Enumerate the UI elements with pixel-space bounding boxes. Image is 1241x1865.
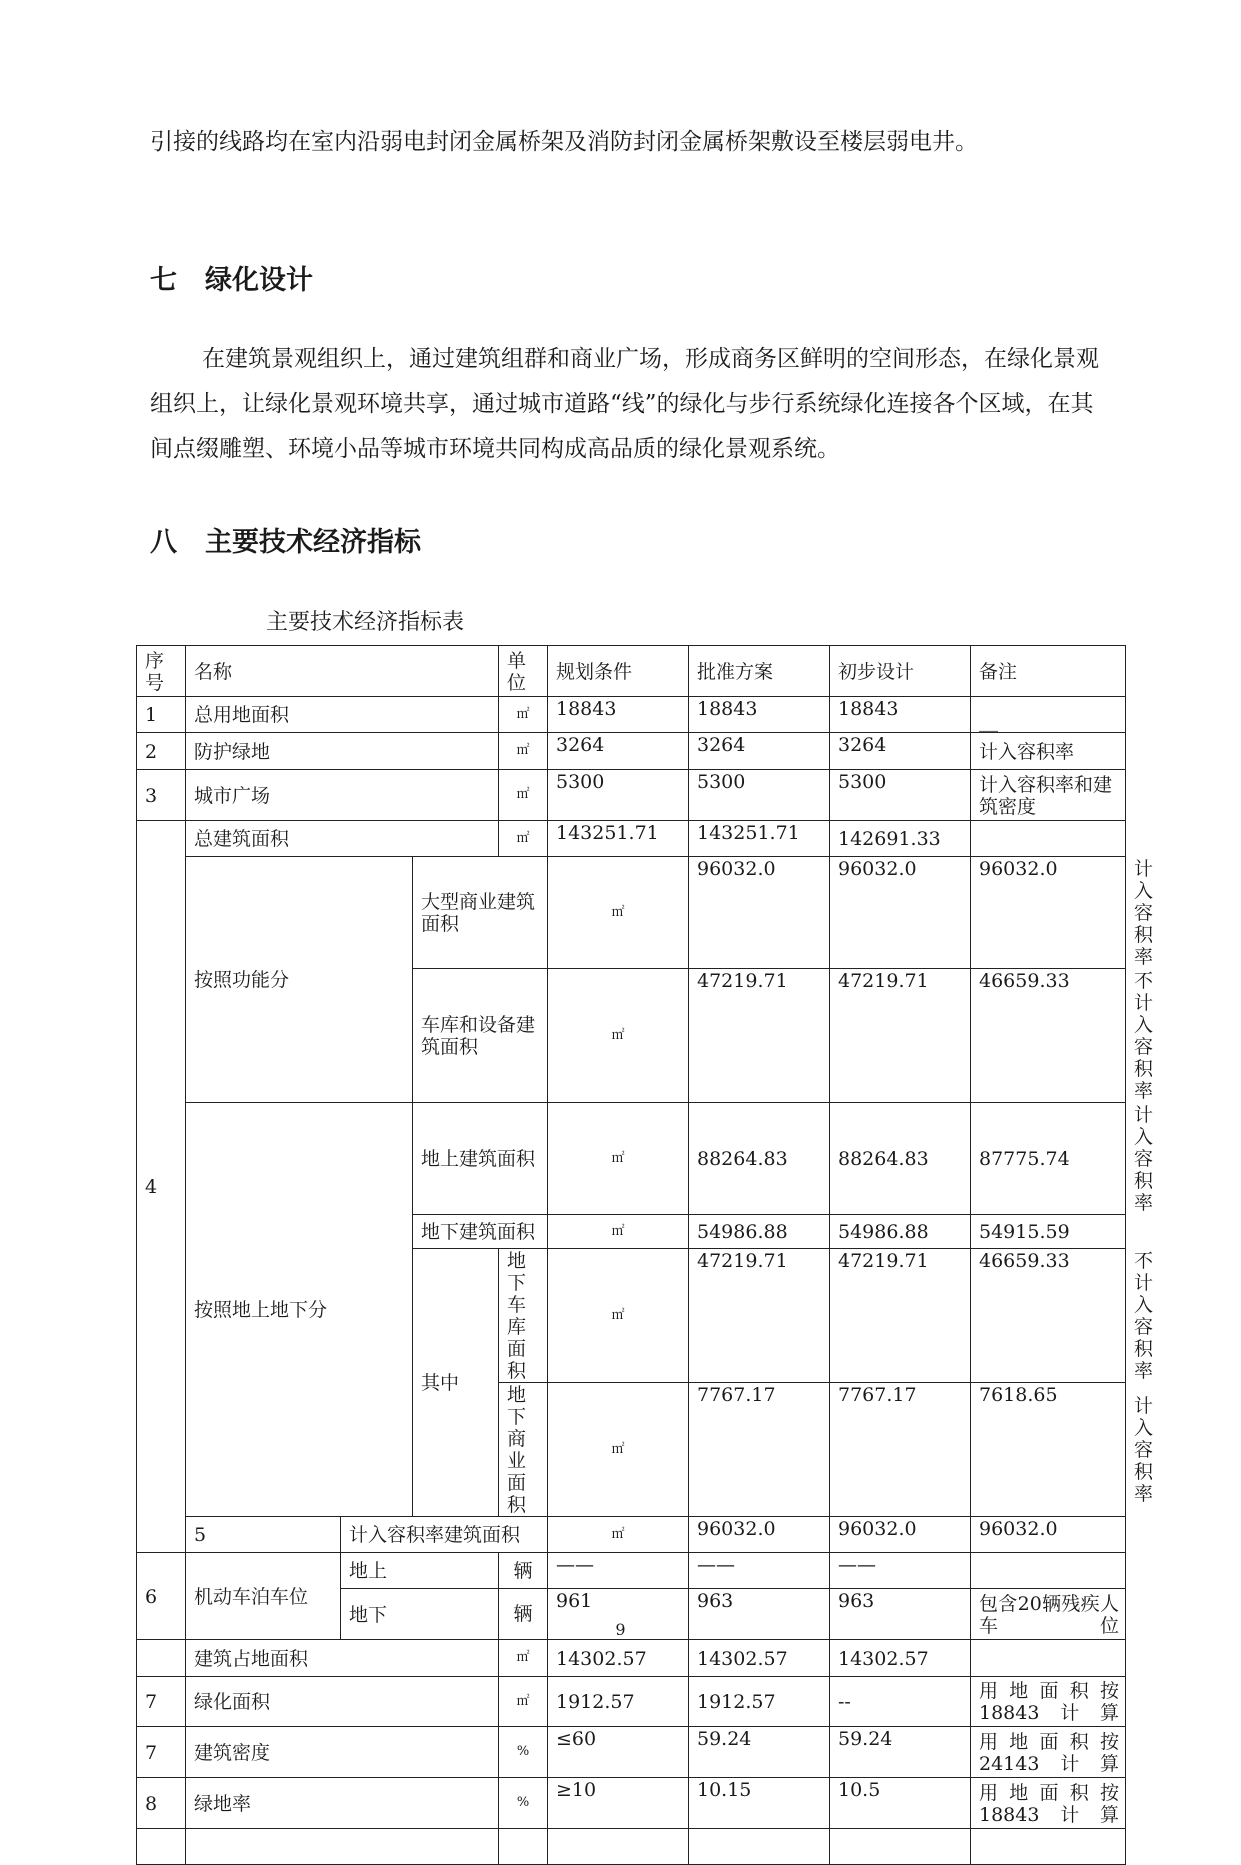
row-unit: % [499,1727,548,1778]
row-plan: 96032.0 [689,1517,830,1553]
row-plan: 88264.83 [689,1103,830,1215]
row-plan: 3264 [548,733,689,770]
row-name: 车库和设备建筑面积 [413,969,548,1103]
table-row [137,1517,1126,1553]
empty-cell [499,1829,548,1865]
row-approved: —— [689,1553,830,1589]
row-unit: ㎡ [499,697,548,733]
row-design: 5300 [830,770,971,821]
table-row [137,697,1126,733]
row-seq: 1 [137,697,186,733]
row-seq: 5 [186,1517,341,1553]
row-note: 计入容积率和建筑密度 [971,770,1126,821]
empty-cell [548,1829,689,1865]
row-seq: 7 [137,1677,186,1727]
row-approved: 14302.57 [689,1640,830,1677]
header-unit: 单位 [499,646,548,697]
row-approved: 18843 [689,697,830,733]
section-8-title: 主要技术经济指标 [205,527,421,558]
row-plan: 961 [548,1589,689,1640]
row-plan: 47219.71 [689,1249,830,1383]
empty-cell [137,1829,186,1865]
row-plan: 1912.57 [548,1677,689,1727]
row-note: __ [971,697,1126,733]
row-name: 总建筑面积 [186,821,499,857]
row-approved: 7767.17 [830,1383,971,1517]
row-unit: ㎡ [548,1383,689,1517]
section-7-number: 七 [150,265,177,296]
table-row [137,1778,1126,1829]
row-unit: ㎡ [499,1677,548,1727]
row-name: 城市广场 [186,770,499,821]
empty-cell [186,1829,499,1865]
row-unit: ㎡ [499,821,548,857]
row-approved: 47219.71 [830,1249,971,1383]
table-row [137,1640,1126,1677]
row-design: —— [830,1553,971,1589]
row-design: -- [830,1677,971,1727]
table-header-row [137,646,1126,697]
row-plan: 7767.17 [689,1383,830,1517]
table-row [137,1677,1126,1727]
row-seq: 2 [137,733,186,770]
row-unit: ㎡ [548,1249,689,1383]
row-name: 地下建筑面积 [413,1215,548,1249]
row-note [971,1553,1126,1589]
row-name: 防护绿地 [186,733,499,770]
row-subname: 地上 [341,1553,499,1589]
row-approved: 47219.71 [830,969,971,1103]
row-design: 10.5 [830,1778,971,1829]
row-design: 7618.65 [971,1383,1126,1517]
row-subname: 地下 [341,1589,499,1640]
row-plan: —— [548,1553,689,1589]
row-unit: ㎡ [499,733,548,770]
row-design: 46659.33 [971,1249,1126,1383]
row-unit: ㎡ [499,1640,548,1677]
row-name: 建筑密度 [186,1727,499,1778]
empty-cell [830,1829,971,1865]
row-unit: ㎡ [548,1517,689,1553]
row-note [971,1640,1126,1677]
row-plan: 5300 [548,770,689,821]
section-7-heading [150,258,313,297]
row-plan: 18843 [548,697,689,733]
row-note: 计入容积率 [971,733,1126,770]
row-plan: 96032.0 [689,857,830,969]
row-design: 18843 [830,697,971,733]
row-design: 59.24 [830,1727,971,1778]
empty-cell [689,1829,830,1865]
row-approved: 143251.71 [689,821,830,857]
section-8-number: 八 [150,527,177,558]
row-unit: 辆 [499,1553,548,1589]
row-approved: 10.15 [689,1778,830,1829]
table-row: 按照地上地下分 地上建筑面积 ㎡ 88264.83 88264.83 87775.74 计入容积率 [137,1103,1126,1215]
group-label: 按照功能分 [186,857,413,1103]
row-seq: 3 [137,770,186,821]
row-seq: 7 [137,1727,186,1778]
header-approved: 批准方案 [689,646,830,697]
section-8-heading [150,520,421,559]
row-unit: % [499,1778,548,1829]
row-approved: 96032.0 [830,857,971,969]
group-label: 按照地上地下分 [186,1103,413,1517]
row-note: 用地面积按18843计算 [971,1778,1126,1829]
table-row [137,1553,1126,1589]
row-plan: ≤60 [548,1727,689,1778]
row-name: 绿地率 [186,1778,499,1829]
row-unit: ㎡ [548,857,689,969]
row-note: 用地面积按24143计算 [971,1727,1126,1778]
table-caption: 主要技术经济指标表 [266,610,465,635]
row-note [971,821,1126,857]
row-plan: ≥10 [548,1778,689,1829]
row-note: 用地面积按18843计算 [971,1677,1126,1727]
header-seq: 序号 [137,646,186,697]
row-design: 87775.74 [971,1103,1126,1215]
row-plan: 54986.88 [689,1215,830,1249]
row-plan: 14302.57 [548,1640,689,1677]
indicator-table [136,645,1154,1865]
subgroup-label: 其中 [413,1249,499,1517]
row-approved: 1912.57 [689,1677,830,1727]
page-number: 9 [615,1620,626,1639]
row-design: 96032.0 [971,1517,1126,1553]
row-seq: 4 [137,821,186,1553]
row-seq [137,1640,186,1677]
row-name: 大型商业建筑面积 [413,857,548,969]
row-plan: 143251.71 [548,821,689,857]
row-design: 46659.33 [971,969,1126,1103]
row-unit: 辆 [499,1589,548,1640]
section-7-title: 绿化设计 [205,265,313,296]
row-seq: 6 [137,1553,186,1640]
row-approved: 54986.88 [830,1215,971,1249]
row-unit: ㎡ [499,770,548,821]
header-plan: 规划条件 [548,646,689,697]
row-approved: 59.24 [689,1727,830,1778]
row-design: 54915.59 [971,1215,1126,1249]
table-row: 其中 地下车库面积 ㎡ 47219.71 47219.71 46659.33 不计入容积率 [137,1249,1126,1383]
table-row: 车库和设备建筑面积 ㎡ 47219.71 47219.71 46659.33 不计入容积率 [137,969,1126,1103]
row-name: 地下商业面积 [499,1383,548,1517]
table-row [137,733,1126,770]
table-row: 地下商业面积 ㎡ 7767.17 7767.17 7618.65 计入容积率 [137,1383,1126,1517]
header-name: 名称 [186,646,499,697]
row-unit: ㎡ [548,1103,689,1215]
row-design: 142691.33 [830,821,971,857]
row-name: 总用地面积 [186,697,499,733]
row-seq: 8 [137,1778,186,1829]
table-row: 按照功能分 大型商业建筑面积 ㎡ 96032.0 96032.0 96032.0 计入容积率 [137,857,1126,969]
row-approved: 96032.0 [830,1517,971,1553]
row-note: 包含20辆残疾人车位 [971,1589,1126,1640]
row-name: 建筑占地面积 [186,1640,499,1677]
header-design: 初步设计 [830,646,971,697]
row-design: 96032.0 [971,857,1126,969]
row-unit: ㎡ [548,1215,689,1249]
row-approved: 963 [689,1589,830,1640]
greening-paragraph: 在建筑景观组织上，通过建筑组群和商业广场，形成商务区鲜明的空间形态，在绿化景观组织上，让绿化景观环境共享，通过城市道路“线”的绿化与步行系统绿化连接各个区域，在其间点缀雕塑、环境小品等城市环境共同构成高品质的绿化景观系统。 [150,346,1099,462]
row-design: 14302.57 [830,1640,971,1677]
row-name: 地下车库面积 [499,1249,548,1383]
row-approved: 3264 [689,733,830,770]
empty-cell [971,1829,1126,1865]
table-row [137,1727,1126,1778]
row-design: 3264 [830,733,971,770]
row-unit: ㎡ [548,969,689,1103]
table-empty-row [137,1829,1126,1865]
intro-paragraph: 引接的线路均在室内沿弱电封闭金属桥架及消防封闭金属桥架敷设至楼层弱电井。 [150,129,978,155]
header-note: 备注 [971,646,1126,697]
row-name: 地上建筑面积 [413,1103,548,1215]
row-approved: 88264.83 [830,1103,971,1215]
row-design: 963 [830,1589,971,1640]
row-name: 计入容积率建筑面积 [341,1517,548,1553]
row-approved: 5300 [689,770,830,821]
table-row [137,821,1126,857]
table-row [137,770,1126,821]
row-name: 绿化面积 [186,1677,499,1727]
row-plan: 47219.71 [689,969,830,1103]
row-name: 机动车泊车位 [186,1553,341,1640]
